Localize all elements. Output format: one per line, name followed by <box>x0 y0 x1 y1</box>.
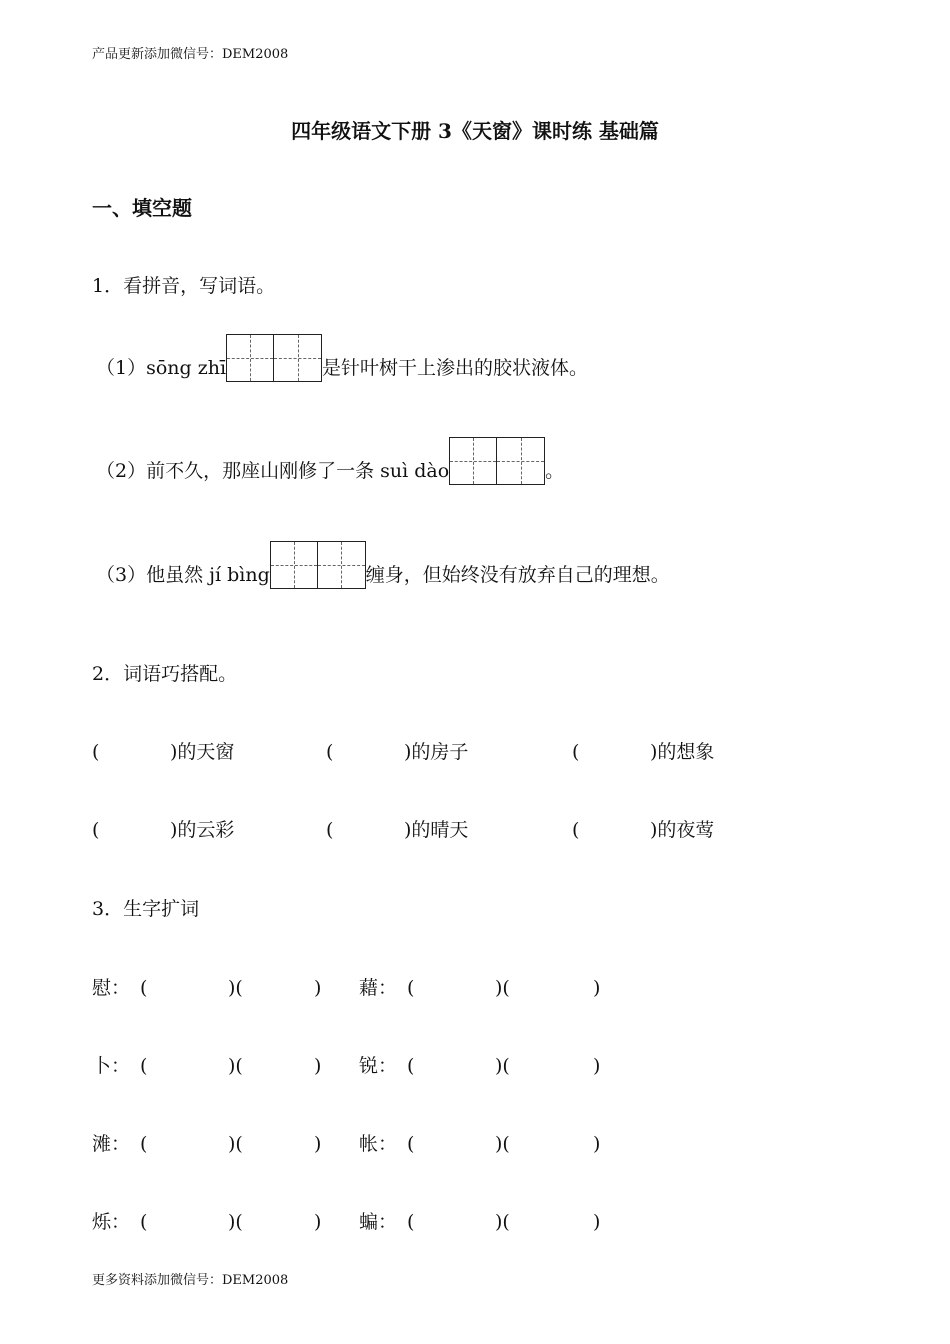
expand-row[interactable]: 锐： ( )( ) <box>359 1051 600 1078</box>
expand-row[interactable]: 蝙： ( )( ) <box>359 1207 600 1234</box>
expand-char: 慰： <box>92 977 131 999</box>
question-1-prompt: 1．看拼音，写词语。 <box>92 275 276 297</box>
question-3-prompt: 3．生字扩词 <box>92 898 200 920</box>
grid-cell[interactable] <box>318 541 366 589</box>
question-2-prompt: 2．词语巧搭配。 <box>92 663 238 685</box>
pair-blank[interactable]: ( )的夜莺 <box>572 819 715 841</box>
q1-item-1-tail: 是针叶树干上渗出的胶状液体。 <box>322 357 589 379</box>
pair-word: 的晴天 <box>411 819 469 841</box>
pair-blank[interactable]: ( )的房子 <box>326 741 469 763</box>
expand-char: 帐： <box>359 1133 398 1155</box>
header-note: 产品更新添加微信号：DEM2008 <box>92 47 289 62</box>
grid-cell[interactable] <box>449 437 497 485</box>
expand-row[interactable]: 烁： ( )( ) <box>92 1207 321 1234</box>
footer-note: 更多资料添加微信号：DEM2008 <box>92 1273 289 1288</box>
page-title: 四年级语文下册 3《天窗》课时练 基础篇 <box>291 119 659 143</box>
pair-word: 的想象 <box>657 741 715 763</box>
q1-item-2-text: （2）前不久，那座山刚修了一条 suì dào <box>96 460 450 482</box>
q1-item-1-text: （1）sōng zhī <box>96 357 227 379</box>
grid-cell[interactable] <box>270 541 318 589</box>
q1-item-3 <box>96 541 670 589</box>
grid-cell[interactable] <box>226 334 274 382</box>
pair-blank[interactable]: ( )的想象 <box>572 741 715 763</box>
pair-word: 的房子 <box>411 741 469 763</box>
expand-char: 卜： <box>92 1055 131 1077</box>
pair-word: 的云彩 <box>177 819 235 841</box>
expand-char: 烁： <box>92 1211 131 1233</box>
pair-word: 的夜莺 <box>657 819 715 841</box>
writing-grid[interactable] <box>270 541 366 589</box>
writing-grid[interactable] <box>449 437 545 485</box>
expand-char: 藉： <box>359 977 398 999</box>
q1-item-1 <box>96 334 588 382</box>
q1-item-2-tail: 。 <box>545 460 565 482</box>
expand-row[interactable]: 滩： ( )( ) <box>92 1129 321 1156</box>
pair-word: 的天窗 <box>177 741 235 763</box>
expand-row[interactable]: 帐： ( )( ) <box>359 1129 600 1156</box>
pair-blank[interactable]: ( )的晴天 <box>326 819 469 841</box>
pair-blank[interactable]: ( )的天窗 <box>92 741 235 763</box>
grid-cell[interactable] <box>274 334 322 382</box>
q1-item-3-tail: 缠身，但始终没有放弃自己的理想。 <box>365 564 670 586</box>
q1-item-3-text: （3）他虽然 jí bìng <box>96 564 270 586</box>
expand-row[interactable]: 慰： ( )( ) <box>92 973 321 1000</box>
expand-char: 滩： <box>92 1133 131 1155</box>
pair-blank[interactable]: ( )的云彩 <box>92 819 235 841</box>
expand-row[interactable]: 藉： ( )( ) <box>359 973 600 1000</box>
expand-char: 锐： <box>359 1055 398 1077</box>
q1-item-2 <box>96 437 564 485</box>
expand-char: 蝙： <box>359 1211 398 1233</box>
section-heading: 一、填空题 <box>92 196 192 220</box>
expand-row[interactable]: 卜： ( )( ) <box>92 1051 321 1078</box>
writing-grid[interactable] <box>226 334 322 382</box>
grid-cell[interactable] <box>497 437 545 485</box>
